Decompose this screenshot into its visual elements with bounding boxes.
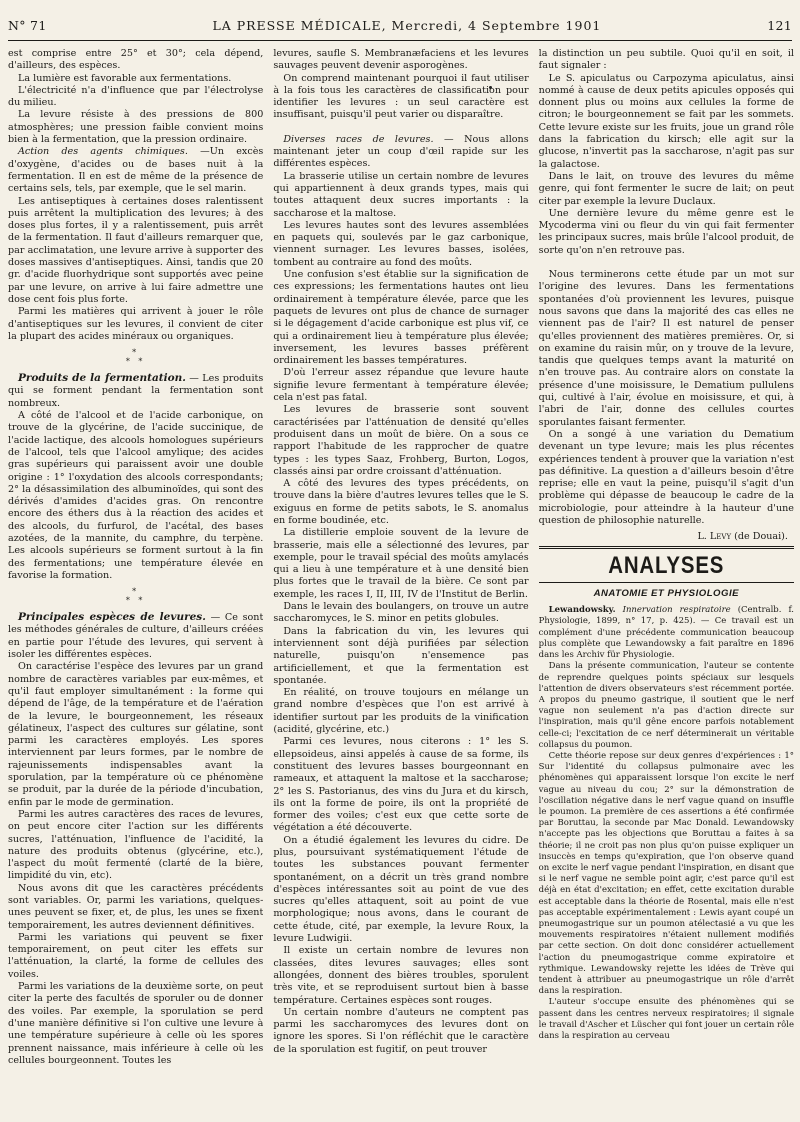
paragraph: Le S. apiculatus ou Carpozyma apiculatus, ainsi nommé à cause de deux petits apicules opposés qui donnent plus ou moins aux cellules la forme de citron; le bourgeonnement se fait par les sommets. Cette levure existe sur les fruits, joue un grand rôle dans la fabrication du kirsch; elle agit sur la glucose, n'invertit pas la saccharose, n'agit pas sur la galactose. [538, 72, 794, 170]
paragraph: Cette théorie repose sur deux genres d'expériences : 1° Sur l'identité du collapsus pulmonaire avec les phénomènes qui apparaissent lorsque l'on excite le nerf vague au niveau du cou; 2° sur la démonstration de l'oscillation négative dans le nerf vague quand on insuffle le poumon. La première de ces assertions a été confirmée par Boruttau, la seconde par Mac Donald. Lewandowsky n'accepte pas les objections que Boruttau a faites à sa théorie; il ne croit pas non plus qu'on puisse expliquer un insuccès en temps qu'expiration, que l'on observe quand on excite le nerf vague pendant l'inspiration, en disant que si le nerf vague ne semble point agir, c'est parce qu'il est déjà en état d'excitation; en effet, cette excitation durable est acceptable dans la théorie de Rosental, mais elle n'est pas acceptable expérimentalement : Lewis ayant coupé un pneumogastrique sur un poumon atélectasié a vu que les mouvements respiratoires n'étaient nullement modifiés par cette section. On doit donc considérer actuellement l'action du pneumogastrique comme expiratoire et rythmique. Lewandowsky rejette les idées de Trève qui tendent à attribuer au pneumogastrique un rôle d'arrêt dans la respiration. [538, 750, 794, 997]
paragraph: La lumière est favorable aux fermentations. [18, 72, 232, 84]
paragraph: Dans la fabrication du vin, les levures qui interviennent sont déjà purifiées par sélection naturelle, puisqu'on n'ensemence pas artificiellement, et que la fermentation est spontanée. [273, 625, 529, 686]
paragraph: Parmi les matières qui arrivent à jouer le rôle d'antiseptiques sur les levures, il convient de citer la plupart des acides minéraux ou organiques. [8, 306, 264, 342]
analyses-body [539, 605, 794, 1042]
paragraph: est comprise entre 25° et 30°; cela dépend, d'ailleurs, des espèces. [8, 48, 264, 72]
paragraph: Parmi les variations de la deuxième sorte, on peut citer la perte des facultés de sporuler ou de donner des voiles. Par exemple, la sporulation se perd d'une manière définitive si l'on cultive une levure à une température supérieure à celle où les spores prennent naissance, mais inférieure à celle où les cellules bourgeonnent. Toutes les [8, 981, 264, 1066]
paragraph: On caractérise l'espèce des levures par un grand nombre de caractères variables par eux-mêmes, et qu'il faut employer simultanément : la forme qui dépend de l'âge, de la température et de l'aération de la levure, le bourgeonnement, les réseaux gélatineux, l'aspect des cultures sur gélatine, sont parmi les caractères employés. Les spores interviennent par leurs formes, par le nombre de rajeunissements indispensables avant la sporulation, par la température où ce phénomène se produit, par la durée de la période d'incubation, enfin par le mode de germination. [8, 661, 264, 808]
journal-title-date: LA PRESSE MÉDICALE, Mercredi, 4 Septembre 1901 [212, 18, 602, 33]
paragraph: En réalité, on trouve toujours en mélange un grand nombre d'espèces que l'on est arrivé à identifier surtout par les produits de la vinification (acidité, glycérine, etc.) [273, 687, 529, 736]
header-rule [8, 40, 792, 41]
reference-text: (Centralb. f. Physiologie, 1899, n° 17, p. 425). — Ce travail est un complément d'une précédente communication beaucoup plus complète que Lewandowsky a fait paraître en 1896 dans les Archiv für Physiologie. [538, 605, 794, 661]
author-place: (de Douai). [734, 531, 788, 543]
section-heading: Principales espèces de levures. [18, 611, 206, 624]
section-asterism: * * * [125, 348, 146, 367]
paragraph: Les levures de brasserie sont souvent caractérisées par l'atténuation de densité qu'elles produisent dans un moût de bière. On a sous ce rapport l'habitude de les rapprocher de quatre types : les types Saaz, Frohberg, Burton, Logos, classés ainsi par ordre croissant d'atténuation. [273, 404, 529, 477]
section-heading: Produits de la fermentation. [18, 372, 186, 385]
article-signature [539, 531, 788, 542]
paragraph: On comprend maintenant pourquoi il faut utiliser à la fois tous les caractères de classification pour identifier les levures : un seul caractère est insuffisant, puisqu'il peut varier ou disparaître. [273, 72, 529, 121]
paragraph: L'auteur s'occupe ensuite des phénomènes qui se passent dans les centres nerveux respiratoires; il signale le travail d'Ascher et Lüscher qui font jouer un certain rôle dans la respiration au cerveau [538, 997, 794, 1041]
paragraph: La distillerie emploie souvent de la levure de brasserie, mais elle a sélectionné des levures, par exemple, pour le travail spécial des moûts amylacés qui a lieu à une température et à une densité bien plus fortes que le travail de la bière. Ce sont par exemple, les races I, II, III, IV de l'Institut de Berlin. [273, 527, 529, 600]
paragraph: Dans le levain des boulangers, on trouve un autre saccharomyces, le S. minor en petits globules. [273, 601, 529, 625]
issue-number: N° 71 [8, 18, 47, 33]
inline-heading: Diverses races de levures. [283, 133, 434, 145]
paragraph: Une confusion s'est établie sur la signification de ces expressions; les fermentations hautes ont lieu ordinairement à température élevée, parce que les paquets de levures ont plus de chance de surnager si le dégagement d'acide carbonique est plus vif, ce qui a ordinairement lieu à température plus élevée; inversement, les levures basses préfèrent ordinairement les basses températures. [273, 269, 529, 367]
paragraph: A côté des levures des types précédents, on trouve dans la bière d'autres levures telles que le S. exiguus en forme de petits sabots, le S. anomalus en forme boudinée, etc. [273, 478, 529, 526]
paragraph: Les antiseptiques à certaines doses ralentissent puis arrêtent la multiplication des levures; à des doses plus fortes, il y a ralentissement, puis arrêt de la fermentation. Il faut d'ailleurs remarquer que, par acclimatation, une levure arrive à supporter des doses massives d'antiseptiques. Ainsi, tandis que 20 gr. d'acide fluorhydrique sont supportés avec peine par une levure, on arrive à lui faire admettre une dose cent fois plus forte. [8, 195, 264, 305]
column-2 [273, 48, 528, 1116]
paragraph: D'où l'erreur assez répandue que levure haute signifie levure fermentant à température élevée; cela n'est pas fatal. [273, 367, 529, 404]
paragraph: La brasserie utilise un certain nombre de levures qui appartiennent à deux grands types, mais qui toutes attaquent deux sucres importants : la saccharose et la maltose. [273, 170, 529, 219]
paragraph-text: — Les produits qui se forment pendant la fermentation sont nombreux. [8, 373, 264, 409]
section-asterism: * * * [125, 587, 146, 606]
paragraph [8, 372, 263, 410]
paragraph-text: —Un excès d'oxygène, d'acides ou de bases nuit à la fermentation. Il en est de même de la présence de certains sels, tels, par exemple, que le sel marin. [8, 146, 264, 195]
column-3 [539, 48, 794, 1116]
paragraph: la distinction un peu subtile. Quoi qu'il en soit, il faut signaler : [538, 48, 794, 72]
paragraph: Les levures hautes sont des levures assemblées en paquets qui, soulevés par le gaz carbonique, viennent surnager. Les levures basses, isolées, tombent au contraire au fond des moûts. [273, 219, 529, 268]
reviewed-title: Innervation respiratoire [622, 605, 731, 616]
analyses-banner [539, 546, 794, 583]
reviewed-author: Lewandowsky. [548, 605, 616, 616]
text-columns [8, 48, 794, 1116]
paragraph: La levure résiste à des pressions de 800 atmosphères; une pression faible convient moins bien à la fermentation, que la pression ordinaire. [8, 109, 264, 146]
paragraph: On a songé à une variation du Dematium devenant un type levure; mais les plus récentes expériences tendent à prouver que la variation n'est pas définitive. La question a d'ailleurs besoin d'être reprise; elle en vaut la peine, puisqu'il s'agit d'un problème qui dépasse de beaucoup le cadre de la microbiologie, pour atteindre à la hauteur d'une question de philosophie naturelle. [538, 428, 794, 526]
paragraph: Un certain nombre d'auteurs ne comptent pas parmi les saccharomyces des levures dont on ignore les spores. Si l'on réfléchit que le caractère de la sporulation est fugitif, on peut trouver [273, 1006, 529, 1055]
paragraph-text: — Nous allons maintenant jeter un coup d'œil rapide sur les différentes espèces. [273, 133, 529, 170]
paragraph: L'électricité n'a d'influence que par l'électrolyse du milieu. [8, 84, 264, 109]
paragraph: On a étudié également les levures du cidre. De plus, poursuivant systématiquement l'étude de toutes les substances pouvant fermenter spontanément, on a décrit un très grand nombre d'espèces intéressantes soit au point de vue des sucres qu'elles attaquent, soit au point de vue morphologique; nous avons, dans le courant de cette étude, cité, par exemple, la levure Roux, la levure Ludwigii. [273, 834, 529, 945]
inline-heading: Action des agents chimiques. [18, 146, 188, 158]
paragraph [8, 146, 263, 195]
paragraph: A côté de l'alcool et de l'acide carbonique, on trouve de la glycérine, de l'acide succinique, de l'acide lactique, des alcools homologues supérieurs de l'alcool, tels que l'alcool amylique; des acides gras supérieurs qui paraissent avoir une double origine : 1° l'oxydation des alcools correspondants; 2° la désassimilation des albuminoïdes, qui sont des dérivés d'amides d'acides gras. On rencontre encore des éthers dus à la réaction des acides et des alcools, du furfurol, de l'acétal, des bases azotées, de la mannite, du camphre, du terpène. Les alcools supérieurs se forment surtout à la fin des fermentations; une température élevée en favorise la formation. [8, 410, 264, 581]
analyses-subheading: ANATOMIE ET PHYSIOLOGIE [593, 588, 740, 600]
paragraph: Il existe un certain nombre de levures non classées, dites levures sauvages; elles sont allongées, donnent des bières troubles, sporulent très vite, et se reproduisent surtout bien à basse température. Certaines espèces sont rouges. [273, 945, 529, 1006]
paragraph: Parmi les variations qui peuvent se fixer temporairement, on peut citer les effets sur l'atténuation, la clarté, la forme de cellules des voiles. [8, 931, 264, 980]
running-head [8, 18, 792, 38]
analyses-title: ANALYSES [608, 552, 725, 580]
author-name: L. Levy [697, 531, 732, 543]
paragraph: Une dernière levure du même genre est le Mycoderma vini ou fleur du vin qui fait fermenter les principaux sucres, mais brûle l'alcool produit, de sorte qu'on n'en retrouve pas. [538, 207, 794, 256]
paragraph: Parmi ces levures, nous citerons : 1° les S. ellepsoideus, ainsi appelés à cause de sa forme, ils constituent des levures basses bourgeonnant en rameaux, et attaquent la maltose et la saccharose; 2° les S. Pastorianus, des vins du Jura et du kirsch, ils ont la forme de poire, ils ont la propriété de former des voiles; c'est eux que cette sorte de végétation a été découverte. [273, 736, 529, 834]
paragraph: Nous avons dit que les caractères précédents sont variables. Or, parmi les variations, quelques-unes peuvent se fixer, et, de plus, les unes se fixent temporairement, les autres deviennent définitives. [8, 882, 264, 931]
paragraph: Dans le lait, on trouve des levures du même genre, qui font fermenter le sucre de lait; on peut citer par exemple la levure Duclaux. [538, 170, 794, 207]
paragraph: Nous terminerons cette étude par un mot sur l'origine des levures. Dans les fermentations spontanées d'où proviennent les levures, puisque nous savons que dans la majorité des cas elles ne viennent pas de l'air? Il est naturel de penser qu'elles proviennent des matières premières. Or, si on examine du raisin mûr, on y trouve de la levure, tandis que quelques temps avant la maturité on n'en trouve pas. Au contraire alors on constate la présence d'une moisissure, le Dematium pullulens qui, cultivé à l'air, évolue en moisissure, et qui, à l'abri de l'air, donne des cellules courtes sporulantes faisant fermenter. [538, 269, 794, 428]
paragraph [8, 611, 263, 661]
paragraph-text: — Ce sont les méthodes générales de culture, d'ailleurs créées en partie pour l'étude des levures, qui servent à isoler les différentes espèces. [8, 612, 264, 661]
column-1 [8, 48, 263, 1116]
reference-paragraph [539, 605, 794, 661]
paragraph [273, 134, 528, 171]
page-number: 121 [767, 18, 792, 33]
paragraph: Parmi les autres caractères des races de levures, on peut encore citer l'action sur les différents sucres, l'atténuation, l'influence de l'acidité, la nature des produits obtenus (glycérine, etc.), l'aspect du moût fermenté (clarté de la bière, limpidité du vin, etc). [8, 808, 264, 882]
paragraph: Dans la présente communication, l'auteur se contente de reprendre quelques points spéciaux sur lesquels l'attention de divers observateurs s'est récemment portée. A propos du pneumo gastrique, il soutient que le nerf vague non seulement n'a pas d'action directe sur l'inspiration, mais qu'il gêne encore parfois notablement celle-ci; l'excitation de ce nerf déterminerait un véritable collapsus du poumon. [538, 661, 794, 750]
paragraph: levures, saufle S. Membranæfaciens et les levures sauvages peuvent devenir asporogènes. [273, 48, 529, 72]
